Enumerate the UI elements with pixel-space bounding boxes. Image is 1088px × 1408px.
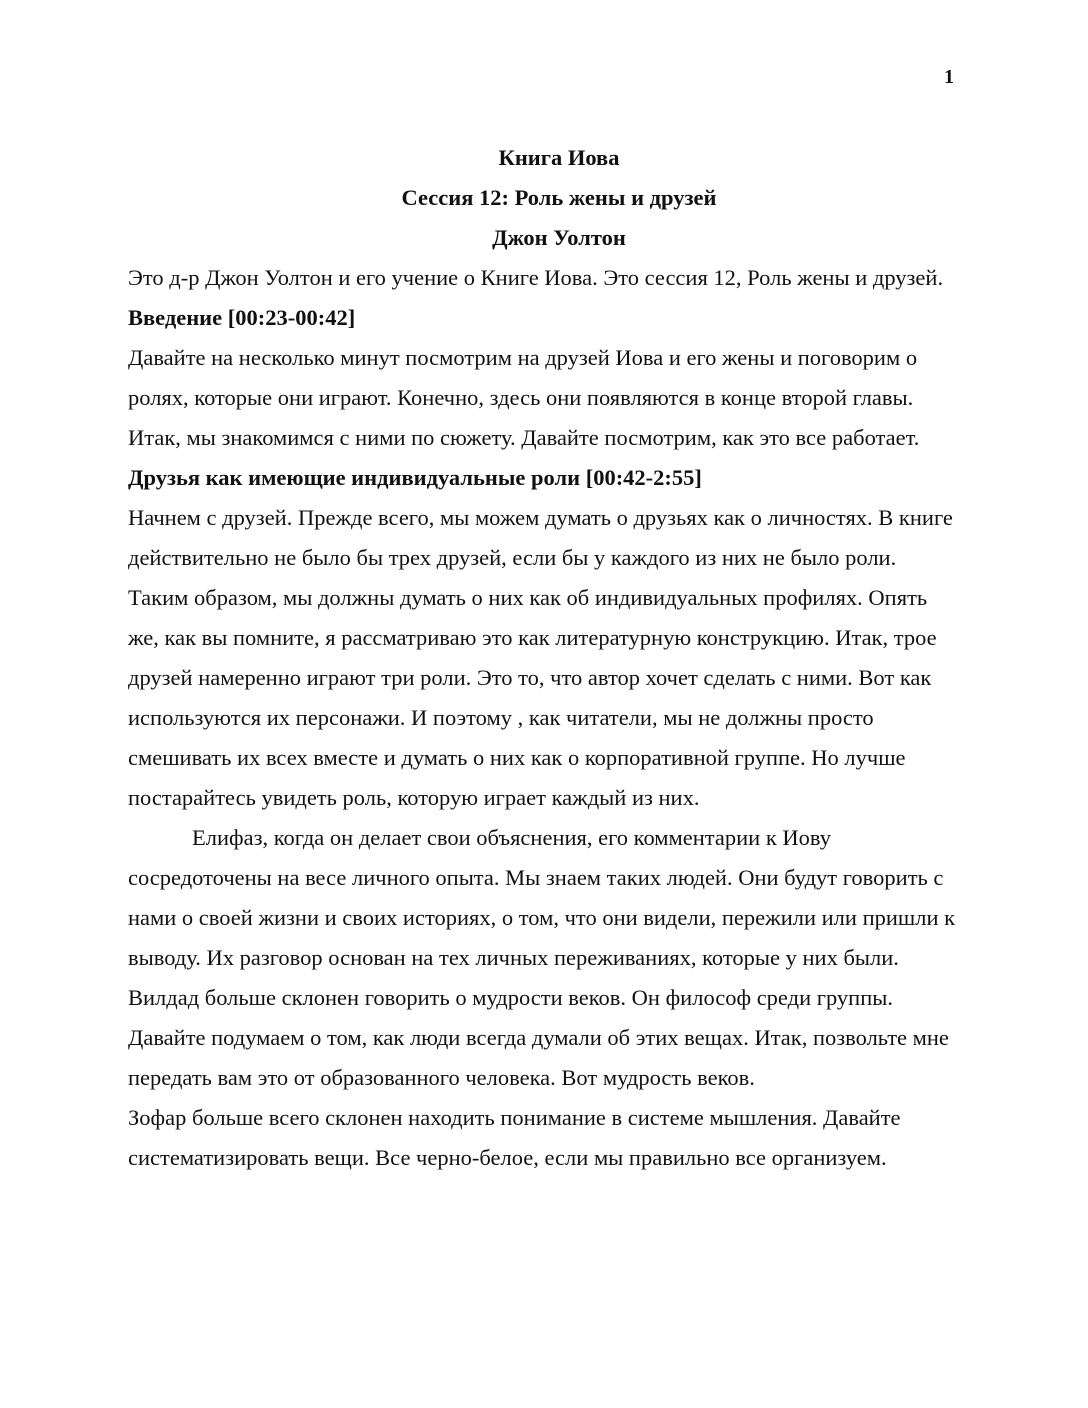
paragraph-bildad: Вилдад больше склонен говорить о мудрости веков. Он философ среди группы. Давайте подумаем о том, как люди всегда думали об этих вещах. Итак, позвольте мне передать вам это от образованного человека. Вот мудрость веков. [128, 985, 949, 1090]
page-number: 1 [944, 66, 954, 88]
section-heading-introduction: Введение [00:23-00:42] [128, 305, 356, 330]
document-content [128, 138, 958, 1178]
section-heading-friends-roles: Друзья как имеющие индивидуальные роли [00:42-2:55] [128, 465, 702, 490]
document-title: Книга Иова [498, 145, 620, 170]
paragraph: Начнем с друзей. Прежде всего, мы можем думать о друзьях как о личностях. В книге действительно не было бы трех друзей, если бы у каждого из них не было роли. Таким образом, мы должны думать о них как об индивидуальных профилях. Опять же, как вы помните, я рассматриваю это как литературную конструкцию. Итак, трое друзей намеренно играют три роли. Это то, что автор хочет сделать с ними. Вот как используются их персонажи. И поэтому , как читатели, мы не должны просто смешивать их всех вместе и думать о них как о корпоративной группе. Но лучше постарайтесь увидеть роль, которую играет каждый из них. [128, 505, 953, 810]
paragraph-zophar: Зофар больше всего склонен находить понимание в системе мышления. Давайте систематизировать вещи. Все черно-белое, если мы правильно все организуем. [128, 1105, 901, 1170]
paragraph-eliphaz: Елифаз, когда он делает свои объяснения, его комментарии к Иову сосредоточены на весе личного опыта. Мы знаем таких людей. Они будут говорить с нами о своей жизни и своих историях, о том, что они видели, пережили или пришли к выводу. Их разговор основан на тех личных переживаниях, которые у них были. [128, 825, 956, 970]
document-author: Джон Уолтон [492, 225, 626, 250]
document-subtitle: Сессия 12: Роль жены и друзей [401, 185, 717, 210]
intro-paragraph: Это д-р Джон Уолтон и его учение о Книге Иова. Это сессия 12, Роль жены и друзей. [128, 265, 944, 290]
paragraph: Давайте на несколько минут посмотрим на друзей Иова и его жены и поговорим о ролях, которые они играют. Конечно, здесь они появляются в конце второй главы. Итак, мы знакомимся с ними по сюжету. Давайте посмотрим, как это все работает. [128, 345, 920, 450]
